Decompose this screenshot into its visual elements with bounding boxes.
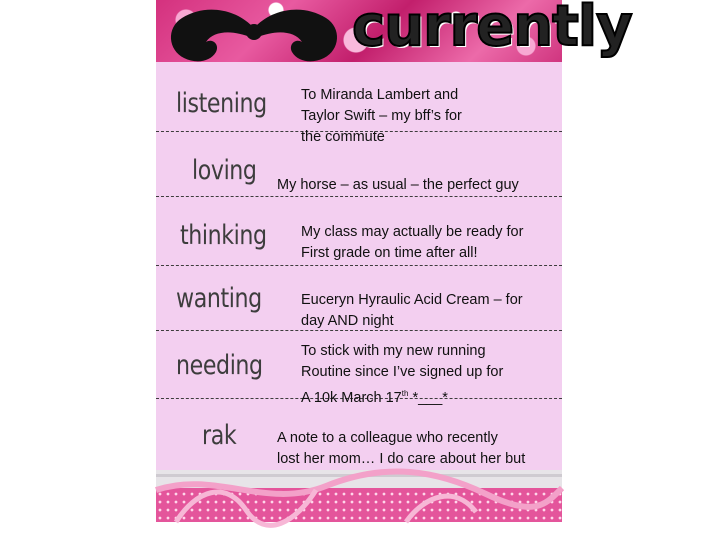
text-line: [301, 383, 503, 409]
label-listening: listening: [176, 88, 267, 119]
text-line: My horse – as usual – the perfect guy: [277, 177, 519, 193]
text-wanting: [301, 290, 523, 332]
label-loving: loving: [192, 155, 257, 186]
label-needing: needing: [176, 350, 263, 381]
divider: [156, 265, 562, 266]
text-line: Taylor Swift – my bff’s for: [301, 108, 462, 124]
label-thinking: thinking: [180, 220, 267, 251]
text-line: My class may actually be ready for: [301, 224, 524, 240]
mustache-icon: [164, 4, 344, 72]
text-line: day AND night: [301, 313, 394, 329]
divider: [156, 196, 562, 197]
text-line-part: A 10k March 17: [301, 389, 402, 406]
banner: [156, 0, 632, 62]
label-rak: rak: [202, 420, 237, 451]
ribbon-decoration: [156, 450, 562, 522]
text-needing: [301, 341, 503, 409]
text-line: Routine since I’ve signed up for: [301, 364, 504, 380]
text-line: First grade on time after all!: [301, 245, 478, 261]
text-line: lost her mom… I do care about her but: [277, 451, 526, 467]
text-listening: [301, 85, 462, 148]
text-line: A note to a colleague who recently: [277, 430, 498, 446]
text-line: To Miranda Lambert and: [301, 87, 459, 103]
superscript: th: [401, 389, 409, 398]
text-line: the commute: [301, 129, 385, 145]
text-thinking: [301, 222, 523, 264]
text-line: To stick with my new running: [301, 343, 486, 359]
emoticon: *___*: [408, 389, 448, 406]
text-loving: [277, 175, 519, 196]
text-line: Euceryn Hyraulic Acid Cream – for: [301, 292, 523, 308]
label-wanting: wanting: [176, 283, 262, 314]
page-title: currently: [352, 0, 632, 59]
currently-card: [156, 0, 632, 522]
